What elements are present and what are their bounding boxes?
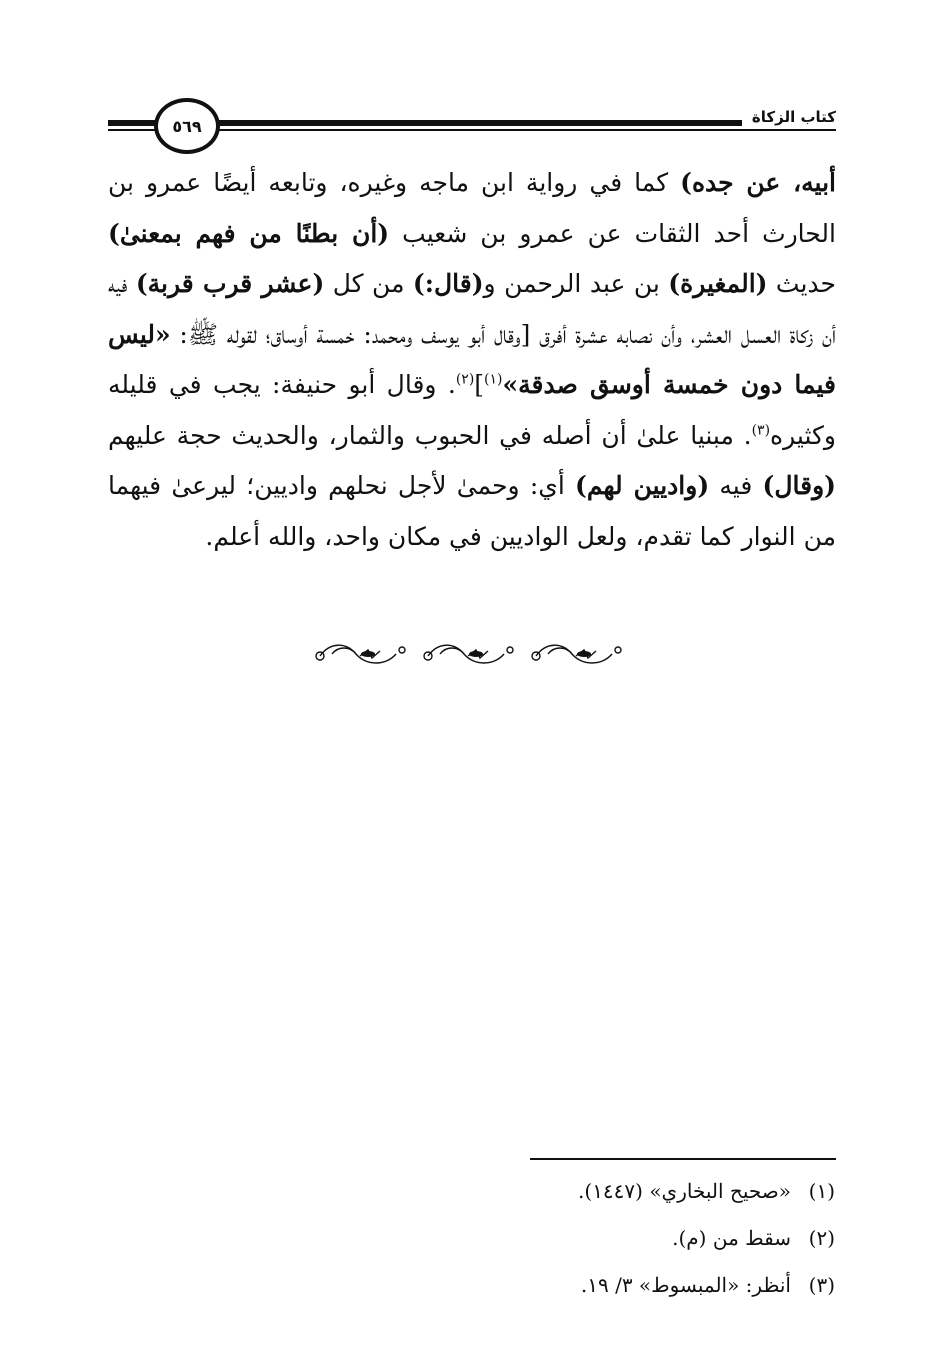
main-text [108,158,836,562]
bold-phrase: (عشر قرب قربة) [135,269,325,298]
footnote-text: أنظر: «المبسوط» ٣/ ١٩. [580,1273,791,1297]
footnotes [435,1168,835,1309]
bold-phrase: (المغيرة) [668,269,768,298]
text-run: ] [474,370,485,399]
text-run: فيه أن زكاة العسل العشر، وأن نصابه عشرة أفرق [وقال أبو يوسف ومحمد: خمسة أوساق؛ لقوله ﷺ: [108,269,836,349]
text-run: أي: وحمىٰ لأجل نحلهم واديين؛ ليرعىٰ فيهما من النوار كما تقدم، ولعل الواديين في مكان واحد، والله أعلم. [108,471,836,551]
footnote-text: «صحيح البخاري» (١٤٤٧). [578,1179,791,1203]
footnote-item [435,1168,835,1215]
page-header [108,98,836,154]
bold-phrase: (أن بطنًا من فهم بمعنىٰ) [108,218,390,248]
bold-phrase: أبيه، عن جده) [680,168,836,197]
footnote-ref-2[interactable]: (٢) [455,371,475,388]
text-run: حديث [767,269,837,298]
hadith-quote: «ليس فيما دون خمسة أوسق صدقة» [108,319,836,399]
footnote-number: (٣) [808,1273,835,1297]
page-number: ٥٦٩ [154,98,220,154]
text-run: بن عبد الرحمن و [483,269,669,298]
bold-phrase: (وقال) [762,471,836,500]
text-run: من كل [324,269,413,298]
footnote-item [435,1262,835,1309]
text-run: . وقال أبو حنيفة: يجب في قليله وكثيره [108,370,836,450]
footnote-item [435,1215,835,1262]
section-ornament-icon [312,636,632,670]
footnote-divider [530,1158,836,1160]
bold-phrase: (قال:) [412,269,484,298]
text-run: فيه [709,471,763,500]
footnote-ref-1[interactable]: (١) [484,371,503,388]
text-run: كما في رواية ابن ماجه وغيره، وتابعه أيضًا عمرو بن الحارث أحد الثقات عن عمرو بن شعيب [108,168,836,248]
text-run: . مبنيا علىٰ أن أصله في الحبوب والثمار، والحديث حجة عليهم [108,420,752,450]
footnote-ref-3[interactable]: (٣) [751,422,771,439]
footnote-text: سقط من (م). [672,1226,791,1250]
bold-phrase: (واديين لهم) [575,471,710,500]
footnote-number: (١) [808,1179,835,1203]
footnote-number: (٢) [808,1226,835,1250]
book-title: كتاب الزكاة [742,108,836,126]
